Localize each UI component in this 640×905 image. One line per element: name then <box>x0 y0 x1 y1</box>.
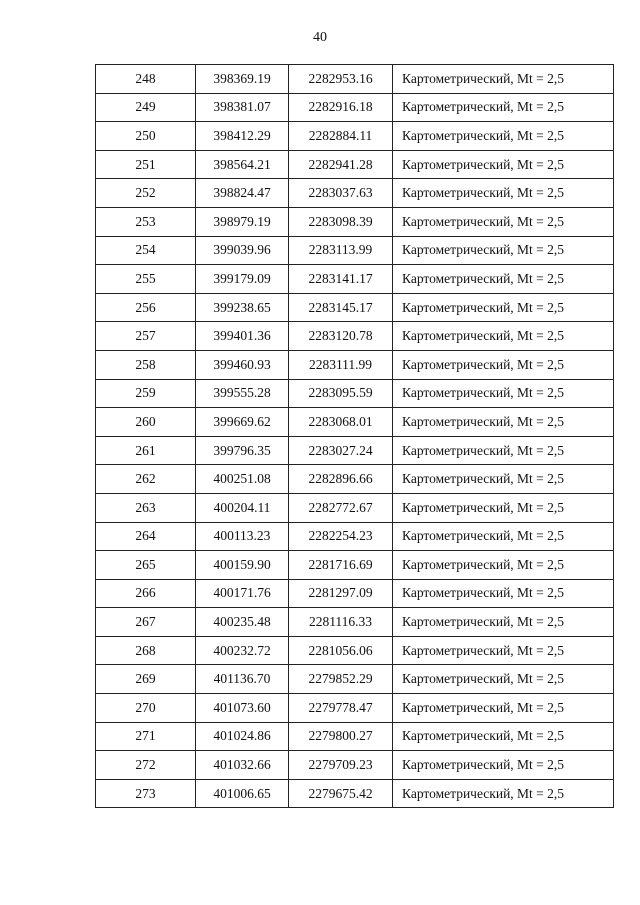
table-row <box>96 493 614 522</box>
y-coordinate-cell: 2282896.66 <box>289 465 393 494</box>
x-coordinate-cell: 398369.19 <box>196 65 289 94</box>
point-number-cell: 253 <box>96 207 196 236</box>
point-number-cell: 272 <box>96 751 196 780</box>
table-row <box>96 694 614 723</box>
table-row <box>96 65 614 94</box>
method-cell: Картометрический, Mt = 2,5 <box>393 322 614 351</box>
table-row <box>96 579 614 608</box>
y-coordinate-cell: 2281116.33 <box>289 608 393 637</box>
y-coordinate-cell: 2279675.42 <box>289 779 393 808</box>
x-coordinate-cell: 401024.86 <box>196 722 289 751</box>
method-cell: Картометрический, Mt = 2,5 <box>393 207 614 236</box>
point-number-cell: 249 <box>96 93 196 122</box>
table-row <box>96 350 614 379</box>
method-cell: Картометрический, Mt = 2,5 <box>393 293 614 322</box>
y-coordinate-cell: 2283068.01 <box>289 408 393 437</box>
y-coordinate-cell: 2283027.24 <box>289 436 393 465</box>
x-coordinate-cell: 399555.28 <box>196 379 289 408</box>
method-cell: Картометрический, Mt = 2,5 <box>393 522 614 551</box>
y-coordinate-cell: 2281056.06 <box>289 636 393 665</box>
x-coordinate-cell: 398824.47 <box>196 179 289 208</box>
point-number-cell: 254 <box>96 236 196 265</box>
y-coordinate-cell: 2281716.69 <box>289 551 393 580</box>
method-cell: Картометрический, Mt = 2,5 <box>393 493 614 522</box>
y-coordinate-cell: 2281297.09 <box>289 579 393 608</box>
method-cell: Картометрический, Mt = 2,5 <box>393 665 614 694</box>
method-cell: Картометрический, Mt = 2,5 <box>393 436 614 465</box>
point-number-cell: 259 <box>96 379 196 408</box>
table-row <box>96 636 614 665</box>
table-row <box>96 665 614 694</box>
point-number-cell: 252 <box>96 179 196 208</box>
y-coordinate-cell: 2283145.17 <box>289 293 393 322</box>
table-row <box>96 322 614 351</box>
page-number: 40 <box>313 30 327 45</box>
point-number-cell: 267 <box>96 608 196 637</box>
point-number-cell: 257 <box>96 322 196 351</box>
table-row <box>96 236 614 265</box>
x-coordinate-cell: 400171.76 <box>196 579 289 608</box>
method-cell: Картометрический, Mt = 2,5 <box>393 608 614 637</box>
y-coordinate-cell: 2279852.29 <box>289 665 393 694</box>
method-cell: Картометрический, Mt = 2,5 <box>393 65 614 94</box>
table-row <box>96 779 614 808</box>
point-number-cell: 271 <box>96 722 196 751</box>
x-coordinate-cell: 398381.07 <box>196 93 289 122</box>
y-coordinate-cell: 2283111.99 <box>289 350 393 379</box>
table-row <box>96 751 614 780</box>
y-coordinate-cell: 2279800.27 <box>289 722 393 751</box>
coordinates-table <box>95 64 614 808</box>
method-cell: Картометрический, Mt = 2,5 <box>393 694 614 723</box>
point-number-cell: 255 <box>96 265 196 294</box>
table-row <box>96 465 614 494</box>
point-number-cell: 262 <box>96 465 196 494</box>
method-cell: Картометрический, Mt = 2,5 <box>393 236 614 265</box>
coordinates-table-body <box>96 65 614 808</box>
point-number-cell: 261 <box>96 436 196 465</box>
y-coordinate-cell: 2279709.23 <box>289 751 393 780</box>
table-row <box>96 179 614 208</box>
table-row <box>96 608 614 637</box>
method-cell: Картометрический, Mt = 2,5 <box>393 779 614 808</box>
table-row <box>96 551 614 580</box>
y-coordinate-cell: 2282941.28 <box>289 150 393 179</box>
table-row <box>96 207 614 236</box>
method-cell: Картометрический, Mt = 2,5 <box>393 579 614 608</box>
method-cell: Картометрический, Mt = 2,5 <box>393 93 614 122</box>
x-coordinate-cell: 399460.93 <box>196 350 289 379</box>
table-row <box>96 522 614 551</box>
method-cell: Картометрический, Mt = 2,5 <box>393 179 614 208</box>
x-coordinate-cell: 401032.66 <box>196 751 289 780</box>
x-coordinate-cell: 399039.96 <box>196 236 289 265</box>
point-number-cell: 256 <box>96 293 196 322</box>
point-number-cell: 269 <box>96 665 196 694</box>
point-number-cell: 258 <box>96 350 196 379</box>
x-coordinate-cell: 400235.48 <box>196 608 289 637</box>
y-coordinate-cell: 2283095.59 <box>289 379 393 408</box>
x-coordinate-cell: 400159.90 <box>196 551 289 580</box>
point-number-cell: 250 <box>96 122 196 151</box>
x-coordinate-cell: 400251.08 <box>196 465 289 494</box>
y-coordinate-cell: 2283037.63 <box>289 179 393 208</box>
point-number-cell: 248 <box>96 65 196 94</box>
y-coordinate-cell: 2282254.23 <box>289 522 393 551</box>
table-row <box>96 293 614 322</box>
y-coordinate-cell: 2282884.11 <box>289 122 393 151</box>
method-cell: Картометрический, Mt = 2,5 <box>393 379 614 408</box>
table-row <box>96 122 614 151</box>
method-cell: Картометрический, Mt = 2,5 <box>393 265 614 294</box>
y-coordinate-cell: 2279778.47 <box>289 694 393 723</box>
x-coordinate-cell: 399401.36 <box>196 322 289 351</box>
x-coordinate-cell: 400204.11 <box>196 493 289 522</box>
method-cell: Картометрический, Mt = 2,5 <box>393 636 614 665</box>
table-row <box>96 408 614 437</box>
method-cell: Картометрический, Mt = 2,5 <box>393 408 614 437</box>
y-coordinate-cell: 2282916.18 <box>289 93 393 122</box>
y-coordinate-cell: 2282953.16 <box>289 65 393 94</box>
y-coordinate-cell: 2283120.78 <box>289 322 393 351</box>
point-number-cell: 264 <box>96 522 196 551</box>
x-coordinate-cell: 398979.19 <box>196 207 289 236</box>
y-coordinate-cell: 2283113.99 <box>289 236 393 265</box>
method-cell: Картометрический, Mt = 2,5 <box>393 122 614 151</box>
table-row <box>96 722 614 751</box>
point-number-cell: 263 <box>96 493 196 522</box>
method-cell: Картометрический, Mt = 2,5 <box>393 465 614 494</box>
method-cell: Картометрический, Mt = 2,5 <box>393 751 614 780</box>
x-coordinate-cell: 398564.21 <box>196 150 289 179</box>
point-number-cell: 270 <box>96 694 196 723</box>
point-number-cell: 265 <box>96 551 196 580</box>
point-number-cell: 266 <box>96 579 196 608</box>
table-row <box>96 265 614 294</box>
table-row <box>96 436 614 465</box>
table-row <box>96 379 614 408</box>
point-number-cell: 273 <box>96 779 196 808</box>
method-cell: Картометрический, Mt = 2,5 <box>393 551 614 580</box>
point-number-cell: 268 <box>96 636 196 665</box>
x-coordinate-cell: 401136.70 <box>196 665 289 694</box>
point-number-cell: 251 <box>96 150 196 179</box>
point-number-cell: 260 <box>96 408 196 437</box>
x-coordinate-cell: 399238.65 <box>196 293 289 322</box>
method-cell: Картометрический, Mt = 2,5 <box>393 150 614 179</box>
x-coordinate-cell: 400113.23 <box>196 522 289 551</box>
x-coordinate-cell: 398412.29 <box>196 122 289 151</box>
x-coordinate-cell: 401073.60 <box>196 694 289 723</box>
method-cell: Картометрический, Mt = 2,5 <box>393 350 614 379</box>
table-row <box>96 150 614 179</box>
y-coordinate-cell: 2282772.67 <box>289 493 393 522</box>
method-cell: Картометрический, Mt = 2,5 <box>393 722 614 751</box>
y-coordinate-cell: 2283141.17 <box>289 265 393 294</box>
x-coordinate-cell: 399796.35 <box>196 436 289 465</box>
x-coordinate-cell: 401006.65 <box>196 779 289 808</box>
x-coordinate-cell: 400232.72 <box>196 636 289 665</box>
x-coordinate-cell: 399669.62 <box>196 408 289 437</box>
y-coordinate-cell: 2283098.39 <box>289 207 393 236</box>
table-row <box>96 93 614 122</box>
x-coordinate-cell: 399179.09 <box>196 265 289 294</box>
